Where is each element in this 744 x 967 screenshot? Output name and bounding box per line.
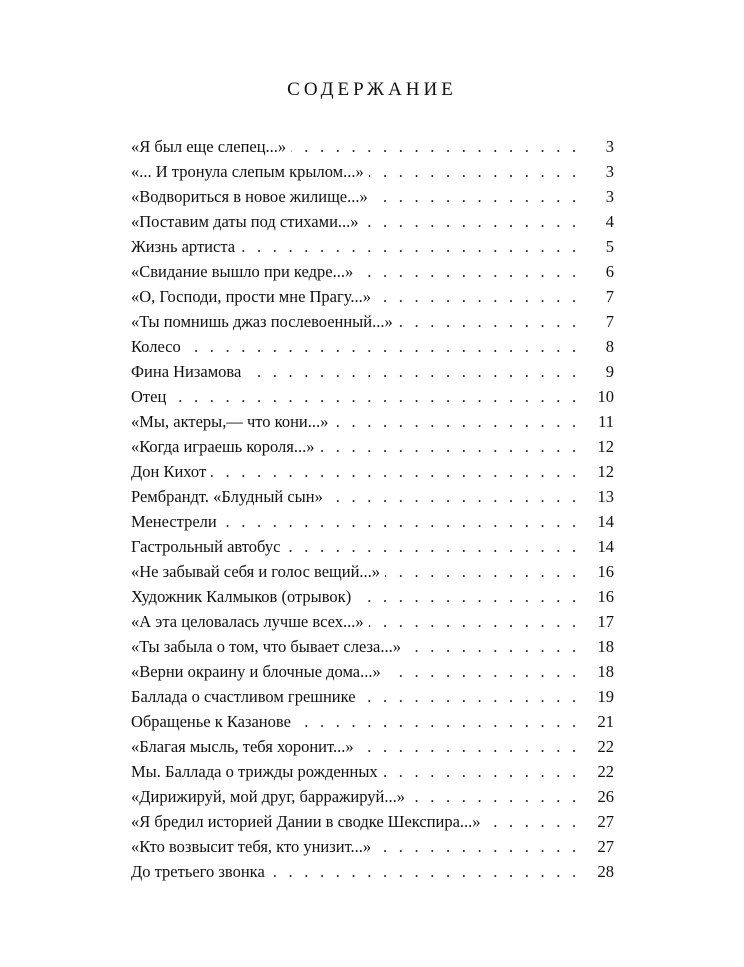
toc-entry [131, 134, 614, 159]
toc-entry [131, 559, 614, 584]
toc-entry-title: Художник Калмыков (отрывок) [131, 587, 356, 606]
toc-entry-page-number: 28 [580, 859, 614, 884]
toc-entry-page-number: 6 [580, 259, 614, 284]
toc-entry [131, 784, 614, 809]
toc-entry [131, 834, 614, 859]
toc-entry [131, 384, 614, 409]
toc-entry [131, 509, 614, 534]
toc-entry [131, 459, 614, 484]
toc-entry [131, 284, 614, 309]
toc-entry-title: Жизнь артиста [131, 237, 240, 256]
toc-entry [131, 634, 614, 659]
toc-entry-page-number: 17 [580, 609, 614, 634]
toc-entry-title: «... И тронула слепым крылом...» [131, 162, 369, 181]
toc-entry [131, 259, 614, 284]
toc-entry-title: Обращенье к Казанове [131, 712, 296, 731]
toc-entry-page-number: 4 [580, 209, 614, 234]
toc-entry [131, 609, 614, 634]
toc-entry-title: «Ты забыла о том, что бывает слеза...» [131, 637, 406, 656]
toc-entry-title: «Я был еще слепец...» [131, 137, 291, 156]
page-title: СОДЕРЖАНИЕ [287, 79, 457, 100]
toc-entry-page-number: 26 [580, 784, 614, 809]
toc-entry-page-number: 3 [580, 134, 614, 159]
toc-entry-page-number: 27 [580, 834, 614, 859]
toc-entry [131, 684, 614, 709]
toc-entry [131, 409, 614, 434]
toc-entry-page-number: 11 [580, 409, 614, 434]
toc-entry [131, 334, 614, 359]
toc-entry [131, 309, 614, 334]
toc-entry [131, 759, 614, 784]
toc-entry-page-number: 7 [580, 309, 614, 334]
toc-entry-title: «Дирижируй, мой друг, барражируй...» [131, 787, 410, 806]
toc-entry-title: «Верни окраину и блочные дома...» [131, 662, 386, 681]
toc-entry [131, 159, 614, 184]
toc-entry-page-number: 16 [580, 559, 614, 584]
toc-entry-title: «Мы, актеры,— что кони...» [131, 412, 333, 431]
toc-entry-title: Рембрандт. «Блудный сын» [131, 487, 328, 506]
toc-entry [131, 184, 614, 209]
toc-entry-title: «Благая мысль, тебя хоронит...» [131, 737, 359, 756]
toc-entry-page-number: 14 [580, 534, 614, 559]
toc-entry [131, 359, 614, 384]
toc-entry-page-number: 22 [580, 759, 614, 784]
dot-leader [131, 334, 582, 359]
toc-entry-page-number: 3 [580, 184, 614, 209]
toc-entry-title: Мы. Баллада о трижды рожденных [131, 762, 383, 781]
toc-entry-page-number: 18 [580, 659, 614, 684]
toc-entry-page-number: 5 [580, 234, 614, 259]
toc-entry-title: «Кто возвысит тебя, кто унизит...» [131, 837, 376, 856]
toc-entry-page-number: 13 [580, 484, 614, 509]
toc-entry-title: Отец [131, 387, 171, 406]
toc-entry [131, 584, 614, 609]
toc-entry-page-number: 21 [580, 709, 614, 734]
toc-entry-page-number: 10 [580, 384, 614, 409]
toc-entry-title: «Когда играешь короля...» [131, 437, 319, 456]
toc-entry-title: «О, Господи, прости мне Прагу...» [131, 287, 376, 306]
toc-entry-title: Менестрели [131, 512, 222, 531]
toc-entry-title: Колесо [131, 337, 186, 356]
toc-entry-title: «Поставим даты под стихами...» [131, 212, 364, 231]
toc-entry-page-number: 7 [580, 284, 614, 309]
toc-entry-title: «Не забывай себя и голос вещий...» [131, 562, 385, 581]
toc-entry [131, 709, 614, 734]
toc-entry [131, 734, 614, 759]
toc-entry-title: «Свидание вышло при кедре...» [131, 262, 358, 281]
toc-entry [131, 434, 614, 459]
toc-entry [131, 809, 614, 834]
toc-entry-title: «Ты помнишь джаз послевоенный...» [131, 312, 398, 331]
toc-entry-page-number: 16 [580, 584, 614, 609]
toc-entry-title: «А эта целовалась лучше всех...» [131, 612, 369, 631]
toc-entry-page-number: 18 [580, 634, 614, 659]
dot-leader [131, 384, 582, 409]
toc-entry-page-number: 3 [580, 159, 614, 184]
toc-entry-page-number: 8 [580, 334, 614, 359]
toc-entry-title: Фина Низамова [131, 362, 246, 381]
toc-entry-title: «Я бредил историей Дании в сводке Шекспира...» [131, 812, 486, 831]
toc-entry-title: До третьего звонка [131, 862, 270, 881]
toc-entry-page-number: 14 [580, 509, 614, 534]
table-of-contents [131, 134, 614, 884]
toc-entry-title: Гастрольный автобус [131, 537, 285, 556]
toc-entry [131, 859, 614, 884]
toc-entry-page-number: 19 [580, 684, 614, 709]
toc-entry-page-number: 27 [580, 809, 614, 834]
toc-entry [131, 534, 614, 559]
toc-entry-page-number: 9 [580, 359, 614, 384]
toc-entry [131, 209, 614, 234]
toc-entry-title: «Водвориться в новое жилище...» [131, 187, 373, 206]
toc-entry-page-number: 12 [580, 459, 614, 484]
toc-entry [131, 659, 614, 684]
toc-entry-page-number: 12 [580, 434, 614, 459]
toc-entry-title: Баллада о счастливом грешнике [131, 687, 361, 706]
toc-entry-page-number: 22 [580, 734, 614, 759]
toc-entry [131, 234, 614, 259]
toc-entry [131, 484, 614, 509]
toc-entry-title: Дон Кихот [131, 462, 211, 481]
